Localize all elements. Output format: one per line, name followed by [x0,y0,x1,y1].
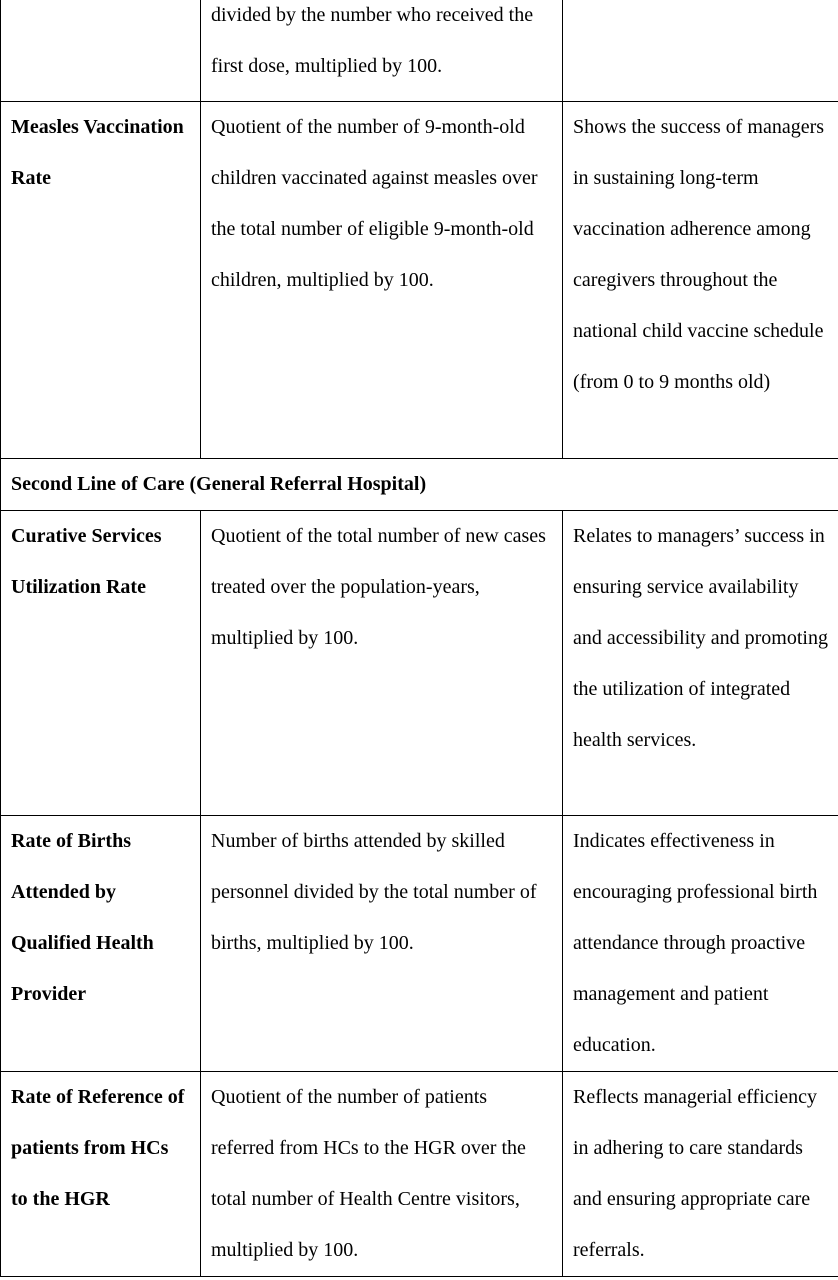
indicator-cell: Curative Services Utilization Rate [1,511,201,816]
table-row [1,0,838,102]
definition-cell: Quotient of the number of patients referred from HCs to the HGR over the total number of Health Centre visitors, multiplied by 100. [201,1072,563,1277]
indicator-cell [1,0,201,102]
indicator-cell: Measles Vaccination Rate [1,102,201,459]
indicator-cell: Rate of Reference of patients from HCs to the HGR [1,1072,201,1277]
table-row [1,816,838,1072]
table-row [1,511,838,816]
definition-cell: Quotient of the number of 9-month-old children vaccinated against measles over the total number of eligible 9-month-old children, multiplied by 100. [201,102,563,459]
definition-text: divided by the number who received the first dose, multiplied by 100. [211,4,534,77]
section-header-row [1,459,838,511]
definition-cell [201,0,563,102]
interpretation-cell: Reflects managerial efficiency in adhering to care standards and ensuring appropriate care referrals. [563,1072,838,1277]
definition-cell: Quotient of the total number of new cases treated over the population-years, multiplied by 100. [201,511,563,816]
interpretation-cell: Relates to managers’ success in ensuring service availability and accessibility and promoting the utilization of integrated health services. [563,511,838,816]
indicator-cell: Rate of Births Attended by Qualified Health Provider [1,816,201,1072]
interpretation-cell [563,0,838,102]
interpretation-cell: Shows the success of managers in sustaining long-term vaccination adherence among caregivers throughout the national child vaccine schedule (from 0 to 9 months old) [563,102,838,459]
table-row [1,1072,838,1277]
table-row [1,102,838,459]
interpretation-cell: Indicates effectiveness in encouraging professional birth attendance through proactive management and patient education. [563,816,838,1072]
section-header: Second Line of Care (General Referral Hospital) [1,459,838,511]
definition-cell: Number of births attended by skilled personnel divided by the total number of births, multiplied by 100. [201,816,563,1072]
